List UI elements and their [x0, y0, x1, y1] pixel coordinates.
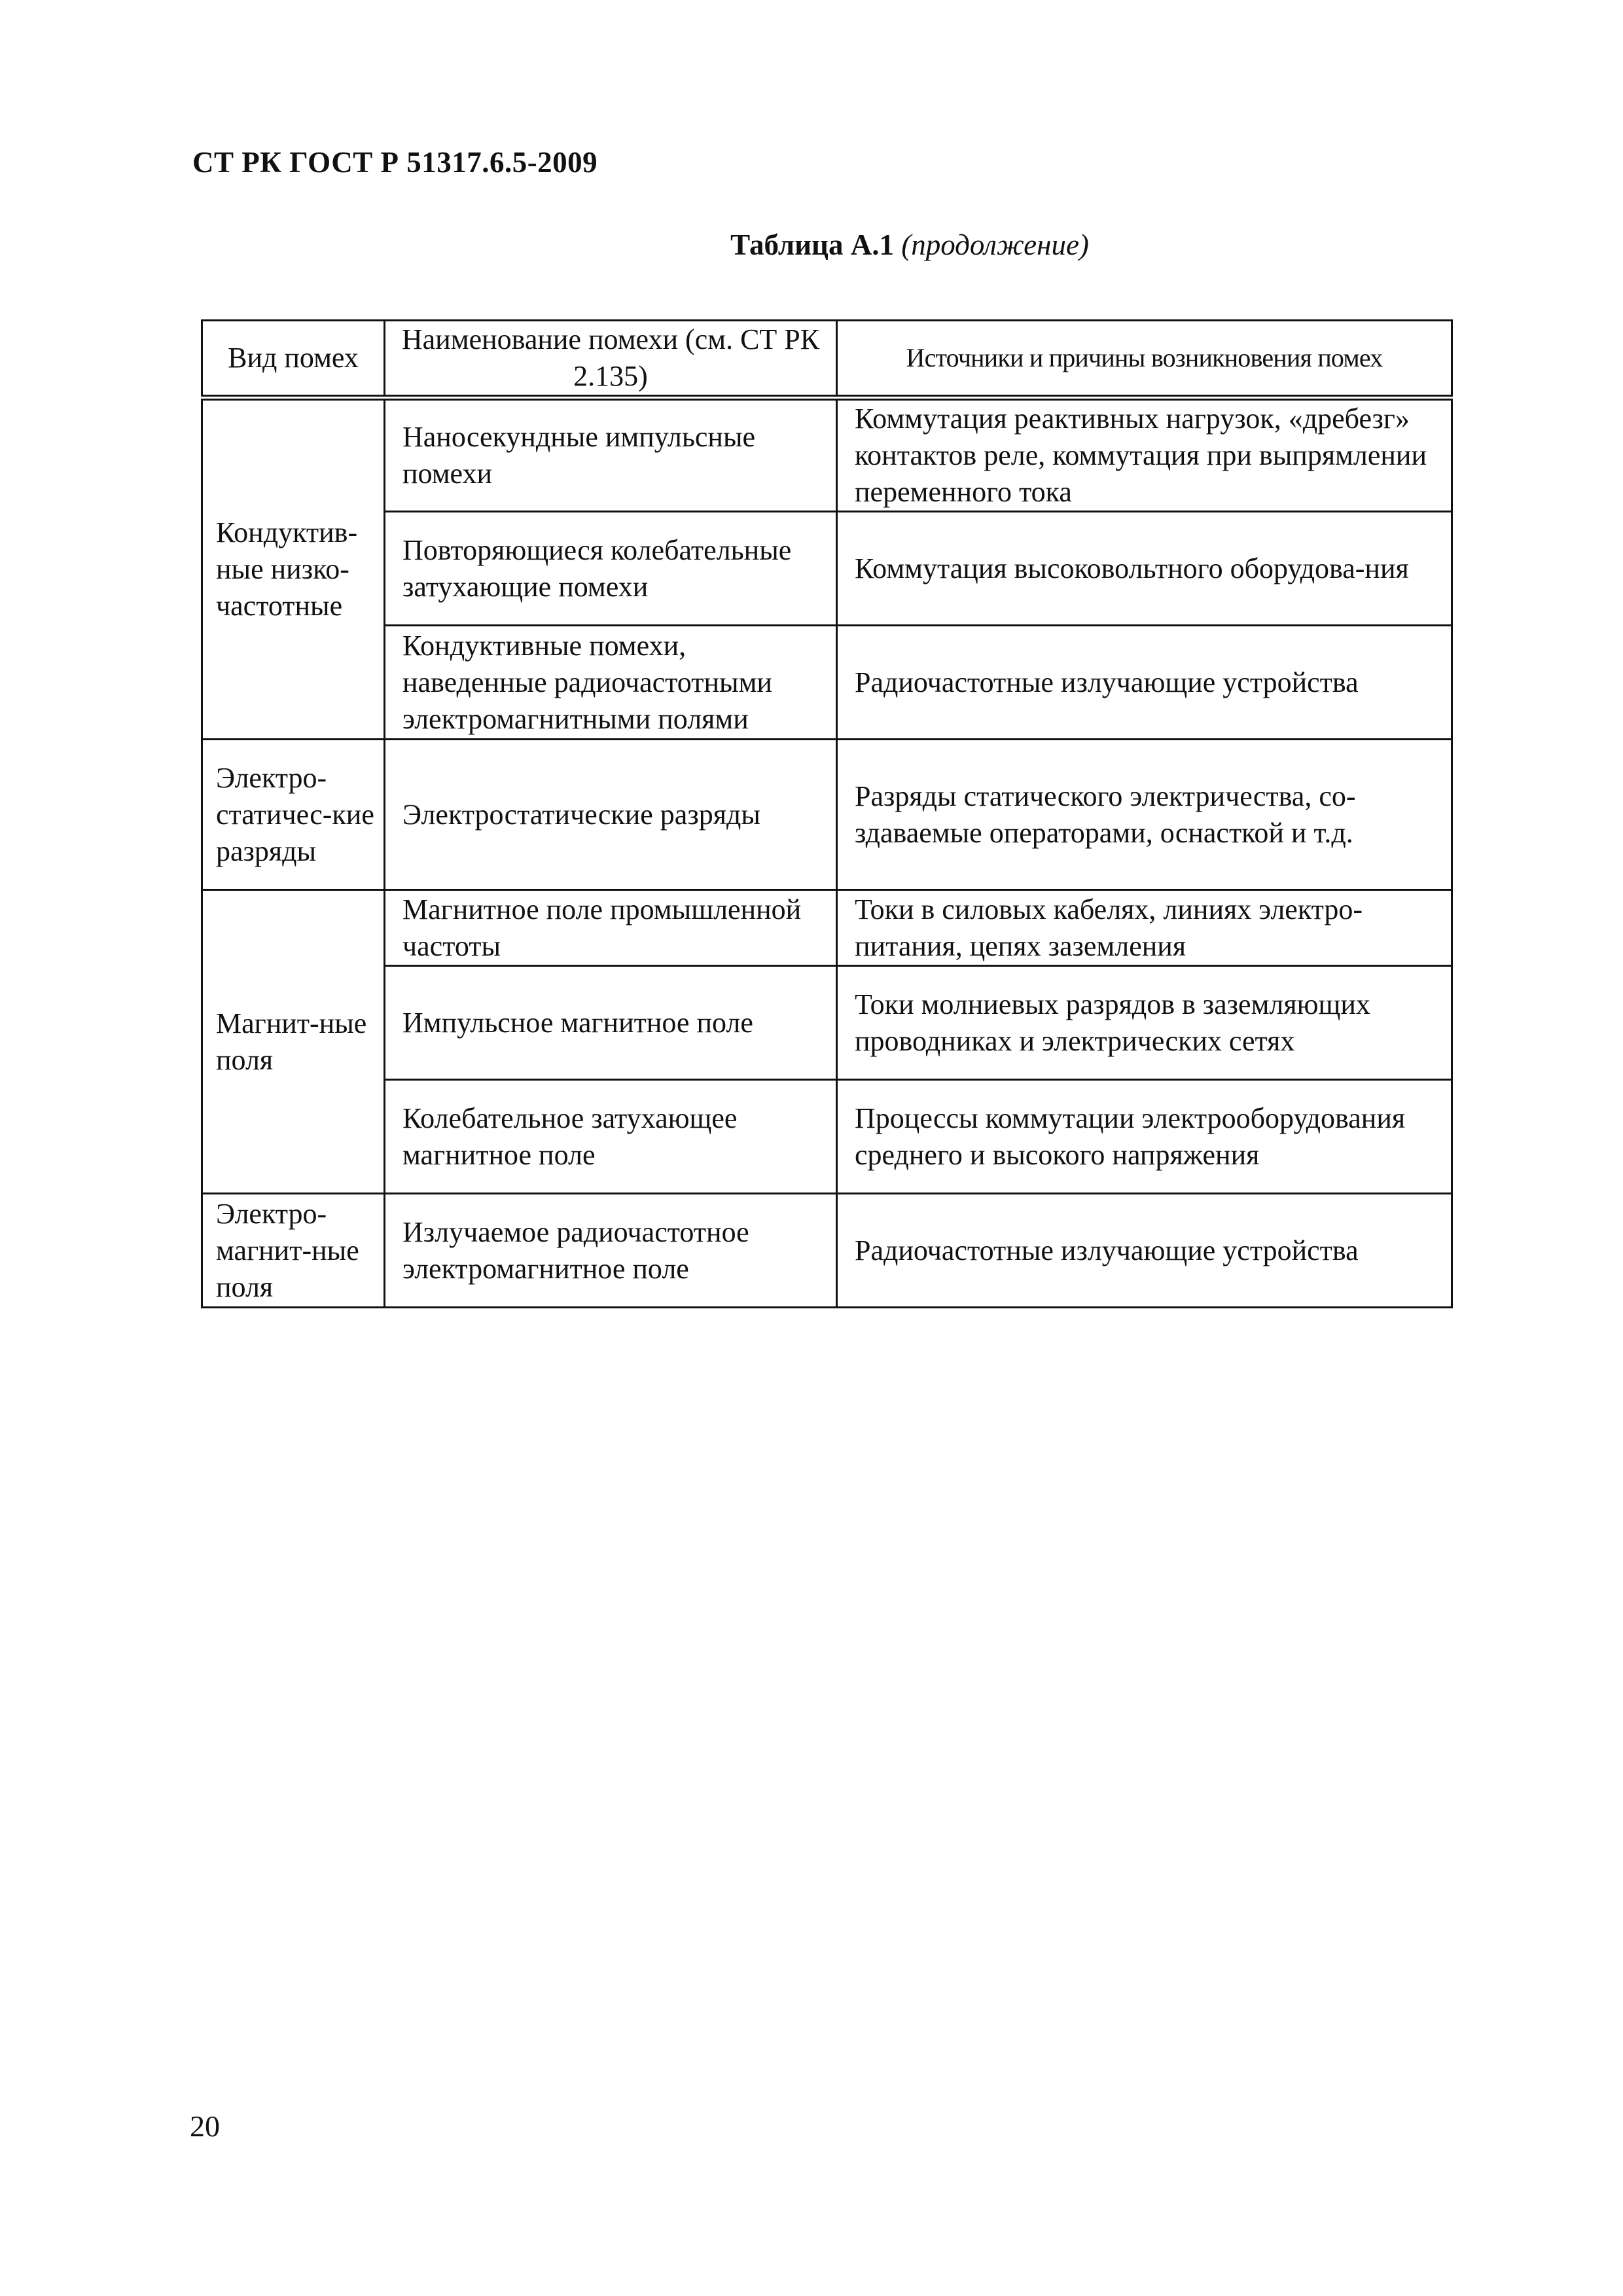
interference-source-cell: Токи молниевых разрядов в заземляющих проводниках и электрических сетях [837, 966, 1452, 1080]
interference-name-cell: Магнитное поле промышленной частоты [385, 890, 837, 966]
interference-kind-cell: Кондуктив-ные низко-частотные [202, 398, 385, 740]
interference-name-cell: Электростатические разряды [385, 740, 837, 890]
interference-source-cell: Коммутация реактивных нагрузок, «дребезг» контактов реле, коммутация при выпрямлении переменного тока [837, 398, 1452, 512]
column-header-sources: Источники и причины возникновения помех [837, 321, 1452, 398]
interference-source-cell: Радиочастотные излучающие устройства [837, 626, 1452, 740]
interference-name-cell: Наносекундные импульсные помехи [385, 398, 837, 512]
interference-name-cell: Колебательное затухающее магнитное поле [385, 1080, 837, 1194]
table-row [202, 966, 1452, 1080]
table-row [202, 1080, 1452, 1194]
document-code: СТ РК ГОСТ Р 51317.6.5-2009 [192, 146, 598, 179]
interference-table [201, 319, 1453, 1308]
column-header-name: Наименование помехи (см. СТ РК 2.135) [385, 321, 837, 398]
table-row [202, 398, 1452, 512]
interference-name-cell: Импульсное магнитное поле [385, 966, 837, 1080]
table-caption [0, 228, 1623, 262]
column-header-kind: Вид помех [202, 321, 385, 398]
interference-kind-cell: Магнит-ные поля [202, 890, 385, 1194]
interference-name-cell: Кондуктивные помехи, наведенные радиочастотными электромагнитными полями [385, 626, 837, 740]
interference-source-cell: Радиочастотные излучающие устройства [837, 1194, 1452, 1308]
table-row [202, 1194, 1452, 1308]
interference-kind-cell: Электро-статичес-кие разряды [202, 740, 385, 890]
table-row [202, 740, 1452, 890]
interference-name-cell: Повторяющиеся колебательные затухающие помехи [385, 512, 837, 626]
caption-title: Таблица А.1 [730, 228, 894, 261]
interference-source-cell: Разряды статического электричества, со-здаваемые операторами, оснасткой и т.д. [837, 740, 1452, 890]
interference-source-cell: Токи в силовых кабелях, линиях электро-питания, цепях заземления [837, 890, 1452, 966]
table-row [202, 626, 1452, 740]
interference-kind-cell: Электро-магнит-ные поля [202, 1194, 385, 1308]
caption-note: (продолжение) [901, 228, 1089, 261]
page-number: 20 [190, 2109, 220, 2143]
interference-name-cell: Излучаемое радиочастотное электромагнитное поле [385, 1194, 837, 1308]
interference-source-cell: Коммутация высоковольтного оборудова-ния [837, 512, 1452, 626]
interference-source-cell: Процессы коммутации электрооборудования среднего и высокого напряжения [837, 1080, 1452, 1194]
table-header-row [202, 321, 1452, 398]
table-row [202, 890, 1452, 966]
table-row [202, 512, 1452, 626]
